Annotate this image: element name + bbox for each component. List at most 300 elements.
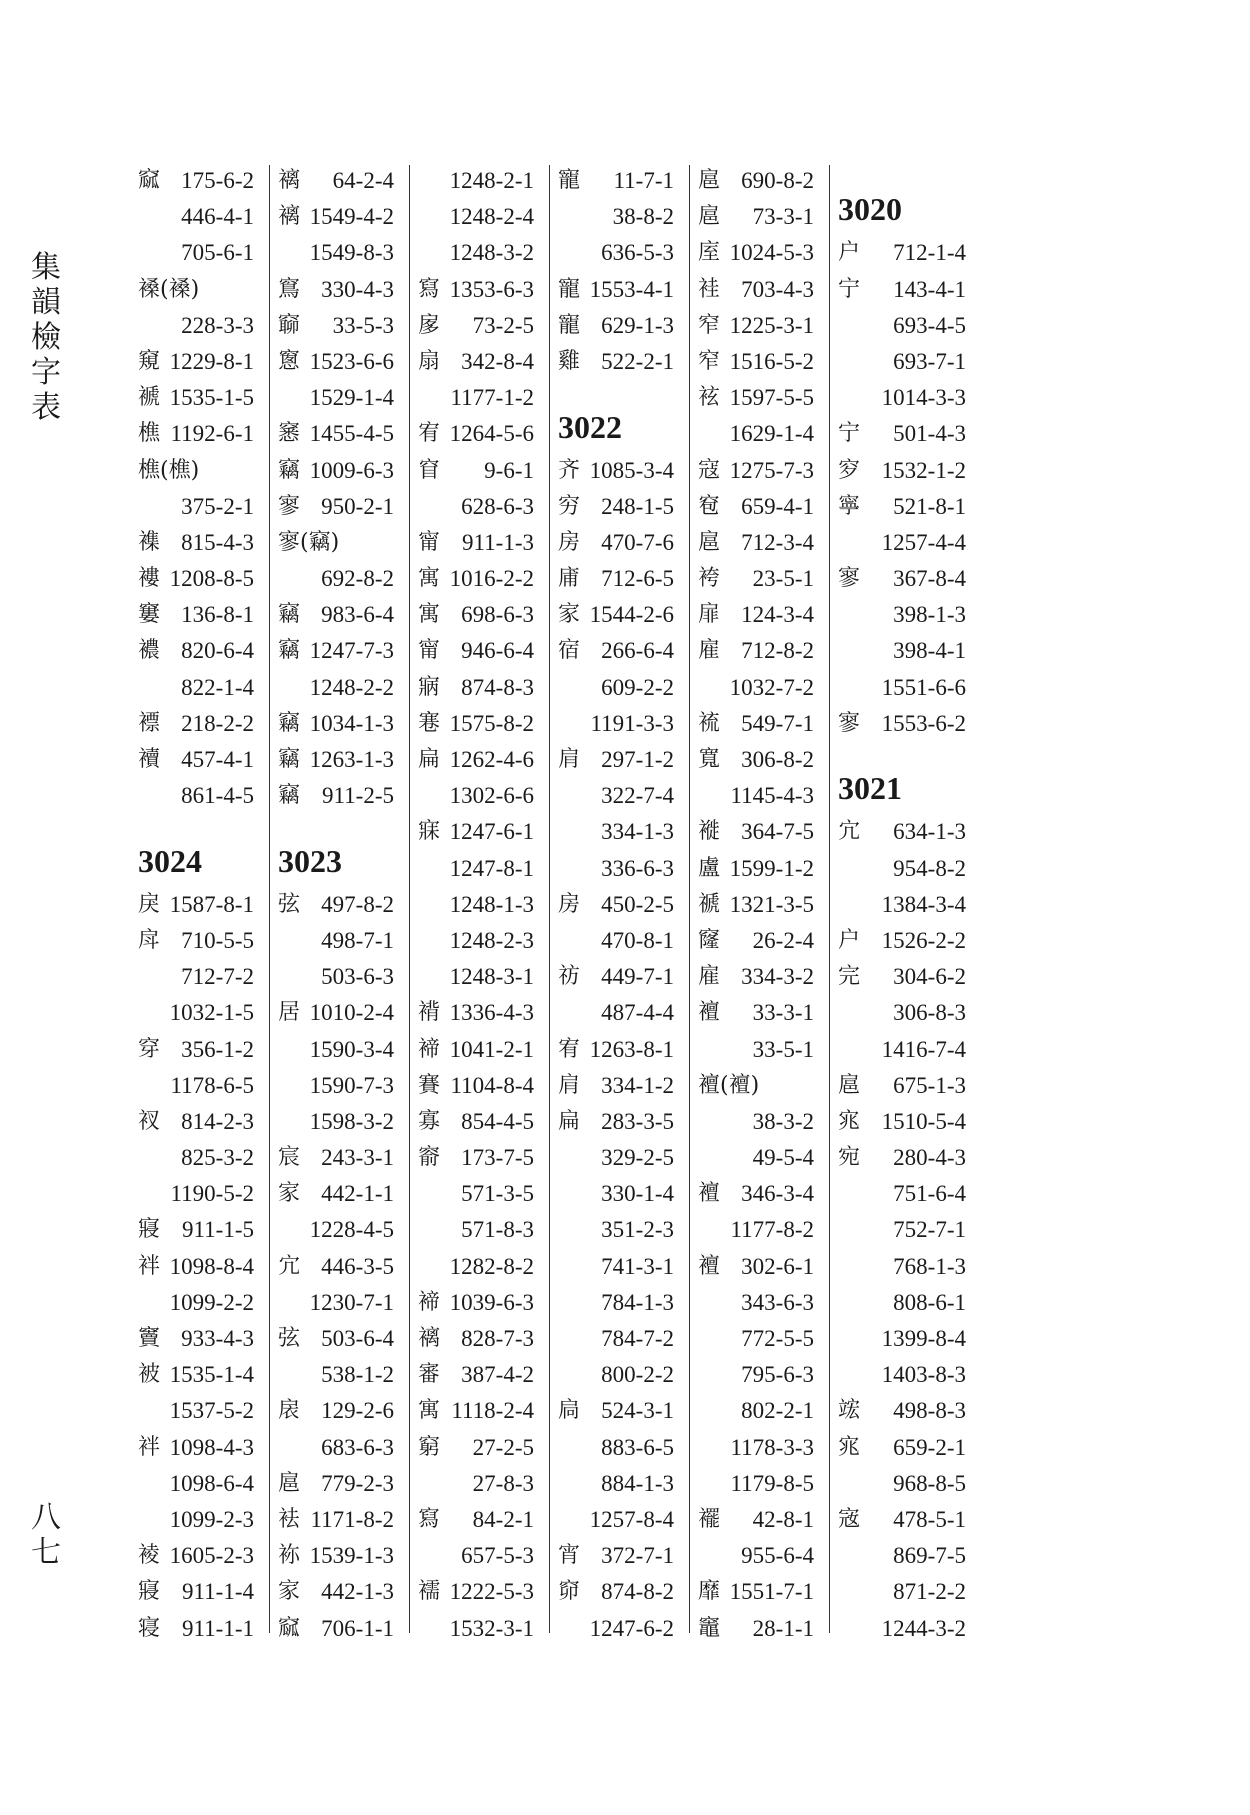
entry-character: 扈: [698, 529, 721, 555]
index-entry: [696, 887, 824, 923]
entry-character: 扈: [278, 1470, 301, 1496]
entry-character: 審: [418, 1362, 441, 1388]
index-entry: [136, 561, 264, 597]
entry-character: 襍: [138, 529, 161, 555]
entry-character: 寓: [418, 566, 441, 592]
section-code: 3022: [558, 408, 622, 445]
index-entry: [696, 851, 824, 887]
entry-character: 袨: [698, 385, 721, 411]
entry-reference: 84-2-1: [472, 1506, 534, 1532]
entry-character: 房: [558, 891, 581, 917]
entry-reference: 334-1-3: [601, 819, 674, 845]
index-entry: [136, 1285, 264, 1321]
entry-character: 窺: [138, 348, 161, 374]
index-entry: [136, 742, 264, 778]
entry-reference: 1599-1-2: [729, 855, 814, 881]
entry-reference: 779-2-3: [321, 1470, 394, 1496]
index-entry: [416, 416, 544, 452]
index-entry: [416, 1032, 544, 1068]
entry-reference: 911-2-5: [322, 783, 394, 809]
entry-reference: 1529-1-4: [309, 385, 394, 411]
entry-reference: 501-4-3: [893, 421, 966, 447]
index-entry: [836, 887, 976, 923]
index-entry: [556, 742, 684, 778]
index-entry: [696, 923, 824, 959]
entry-reference: 741-3-1: [601, 1253, 674, 1279]
index-entry: [556, 1321, 684, 1357]
entry-reference: 470-7-6: [601, 529, 674, 555]
entry-reference: 266-6-4: [601, 638, 674, 664]
index-entry: [696, 1068, 824, 1104]
entry-reference: 1229-8-1: [169, 348, 254, 374]
entry-reference: 1191-3-3: [590, 710, 674, 736]
index-entry: [556, 995, 684, 1031]
entry-reference: 800-2-2: [601, 1362, 674, 1388]
index-entry: [696, 1393, 824, 1429]
index-entry: [276, 1176, 404, 1212]
entry-character: 穸: [838, 457, 861, 483]
entry-character: 窵: [278, 276, 301, 302]
entry-reference: 636-5-3: [601, 240, 674, 266]
entry-character: 窶: [138, 602, 161, 628]
entry-reference: 751-6-4: [893, 1181, 966, 1207]
entry-character: 竊: [278, 710, 301, 736]
entry-reference: 946-6-4: [461, 638, 534, 664]
index-entry: [556, 1104, 684, 1140]
entry-reference: 802-2-1: [741, 1398, 814, 1424]
index-entry: [136, 887, 264, 923]
index-entry: [136, 489, 264, 525]
entry-reference: 1010-2-4: [309, 1000, 394, 1026]
index-entry: [276, 742, 404, 778]
index-entry: [276, 163, 404, 199]
entry-character: 寓: [418, 1398, 441, 1424]
entry-character: 扆: [278, 1398, 301, 1424]
index-entry: [276, 1357, 404, 1393]
entry-reference: 1551-6-6: [881, 674, 966, 700]
index-entry: [276, 1502, 404, 1538]
entry-reference: 1248-2-2: [309, 674, 394, 700]
index-entry: [696, 1285, 824, 1321]
index-entry: [696, 1357, 824, 1393]
entry-character: 居: [278, 1000, 301, 1026]
entry-character: 寥: [838, 566, 861, 592]
index-entry: [136, 597, 264, 633]
index-entry: [696, 959, 824, 995]
index-entry: [836, 1393, 976, 1429]
index-entry: [136, 959, 264, 995]
entry-reference: 1516-5-2: [729, 348, 814, 374]
entry-reference: 784-1-3: [601, 1289, 674, 1315]
index-entry: [276, 453, 404, 489]
entry-reference: 911-1-3: [462, 529, 534, 555]
index-entry: [416, 851, 544, 887]
index-entry: [136, 416, 264, 452]
entry-reference: 173-7-5: [461, 1145, 534, 1171]
index-entry: [276, 308, 404, 344]
index-entry: [136, 1249, 264, 1285]
entry-character: 扈: [698, 204, 721, 230]
entry-reference: 1510-5-4: [881, 1108, 966, 1134]
entry-reference: 302-6-1: [741, 1253, 814, 1279]
entry-reference: 538-1-2: [321, 1362, 394, 1388]
index-entry: [696, 525, 824, 561]
entry-reference: 1247-6-1: [449, 819, 534, 845]
entry-reference: 398-4-1: [893, 638, 966, 664]
entry-reference: 143-4-1: [893, 276, 966, 302]
index-entry: [696, 163, 824, 199]
section-heading: [276, 814, 404, 886]
index-entry: [556, 1502, 684, 1538]
index-entry: [836, 923, 976, 959]
index-entry: [696, 1321, 824, 1357]
entry-reference: 342-8-4: [461, 348, 534, 374]
index-entry: [556, 1212, 684, 1248]
index-entry: [836, 633, 976, 669]
index-entry: [136, 1393, 264, 1429]
index-entry: [836, 1140, 976, 1176]
entry-character: 褵: [418, 1326, 441, 1351]
entry-character: 竈: [698, 1615, 721, 1641]
title-char: 字: [31, 355, 61, 390]
entry-reference: 752-7-1: [893, 1217, 966, 1243]
entry-reference: 712-6-5: [601, 566, 674, 592]
entry-character: 宿: [558, 638, 581, 664]
entry-character: 窿: [698, 927, 721, 953]
entry-reference: 828-7-3: [461, 1326, 534, 1351]
entry-reference: 1244-3-2: [881, 1615, 966, 1641]
index-entry: [836, 489, 976, 525]
index-entry: [696, 1466, 824, 1502]
entry-reference: 336-6-3: [601, 855, 674, 881]
index-column: [276, 163, 404, 1643]
entry-reference: 1248-3-1: [449, 964, 534, 990]
index-entry: [416, 1466, 544, 1502]
index-entry: [276, 199, 404, 235]
entry-reference: 772-5-5: [741, 1326, 814, 1351]
entry-character: 雇: [698, 638, 721, 664]
entry-character: 戾: [138, 891, 161, 917]
entry-character: 衩: [138, 1108, 161, 1134]
page-number: [28, 1500, 64, 1570]
entry-character: 袮: [278, 1543, 301, 1569]
entry-character: 宁: [838, 421, 861, 447]
entry-character: 宵: [558, 1543, 581, 1569]
book-title-vertical: [28, 250, 64, 425]
entry-character: 褅: [418, 1036, 441, 1062]
entry-reference: 1336-4-3: [449, 1000, 534, 1026]
entry-reference: 955-6-4: [741, 1543, 814, 1569]
index-entry: [416, 887, 544, 923]
index-entry: [276, 959, 404, 995]
entry-reference: 549-7-1: [741, 710, 814, 736]
index-entry: [836, 1574, 976, 1610]
entry-reference: 1526-2-2: [881, 927, 966, 953]
entry-character: 袴: [698, 566, 721, 592]
entry-reference: 73-2-5: [472, 312, 534, 338]
entry-character: 宂: [278, 1253, 301, 1279]
entry-reference: 364-7-5: [741, 819, 814, 845]
entry-reference: 449-7-1: [601, 964, 674, 990]
entry-character: 庢: [698, 240, 721, 266]
section-heading: [556, 380, 684, 452]
entry-reference: 26-2-4: [752, 927, 814, 953]
entry-character: 房: [558, 529, 581, 555]
entry-reference: 503-6-4: [321, 1326, 394, 1352]
entry-reference: 33-5-1: [752, 1036, 814, 1062]
entry-reference: 983-6-4: [321, 602, 394, 628]
entry-character: 庯: [558, 566, 581, 592]
index-entry: [836, 597, 976, 633]
index-entry: [276, 1032, 404, 1068]
entry-reference: 1247-7-3: [309, 638, 394, 664]
entry-reference: 387-4-2: [461, 1362, 534, 1388]
index-entry: [276, 995, 404, 1031]
index-entry: [416, 272, 544, 308]
entry-character: 寢: [138, 1579, 161, 1605]
index-entry: [136, 525, 264, 561]
index-entry: [836, 1249, 976, 1285]
entry-reference: 1177-1-2: [450, 385, 534, 411]
entry-reference: 874-8-2: [601, 1579, 674, 1605]
entry-character: 完: [838, 964, 861, 990]
index-entry: [556, 561, 684, 597]
index-entry: [136, 1430, 264, 1466]
index-entry: [416, 163, 544, 199]
entry-reference: 1099-2-2: [169, 1289, 254, 1315]
index-entry: [276, 1140, 404, 1176]
entry-character: 寫: [418, 1506, 441, 1532]
index-entry: [276, 1611, 404, 1647]
entry-reference: 712-1-4: [893, 240, 966, 266]
entry-reference: 356-1-2: [181, 1036, 254, 1062]
entry-reference: 693-7-1: [893, 348, 966, 374]
entry-character: 扉: [698, 602, 721, 628]
entry-character: 扁: [558, 1108, 581, 1134]
index-entry: [416, 706, 544, 742]
entry-reference: 330-4-3: [321, 276, 394, 302]
entry-reference: 1024-5-3: [729, 240, 814, 266]
index-entry: [836, 1032, 976, 1068]
entry-character: 甯: [418, 529, 441, 555]
entry-character: 宛: [838, 1145, 861, 1171]
entry-reference: 712-8-2: [741, 638, 814, 664]
entry-reference: 1098-4-3: [169, 1434, 254, 1460]
entry-reference: 628-6-3: [461, 493, 534, 519]
entry-reference: 1009-6-3: [309, 457, 394, 483]
entry-reference: 705-6-1: [181, 240, 254, 266]
index-entry: [556, 633, 684, 669]
entry-reference: 712-7-2: [181, 964, 254, 990]
entry-reference: 710-5-5: [181, 927, 254, 953]
entry-character: 寬: [698, 747, 721, 772]
index-entry: [696, 778, 824, 814]
entry-reference: 1104-8-4: [450, 1072, 534, 1098]
index-entry: [836, 1611, 976, 1647]
index-entry: [276, 1466, 404, 1502]
index-entry: [276, 633, 404, 669]
column-divider: [829, 165, 830, 1633]
entry-reference: 1098-8-4: [169, 1253, 254, 1279]
entry-character: 窷: [278, 312, 301, 338]
index-entry: [276, 887, 404, 923]
index-entry: [136, 995, 264, 1031]
index-entry: [836, 1285, 976, 1321]
section-code: 3021: [838, 770, 902, 807]
entry-character: 宸: [278, 1145, 301, 1171]
entry-reference: 1177-8-2: [730, 1217, 814, 1243]
index-entry: [416, 489, 544, 525]
index-entry: [696, 633, 824, 669]
entry-reference: 1399-8-4: [881, 1326, 966, 1352]
entry-character: 寇: [698, 457, 721, 483]
index-entry: [836, 1212, 976, 1248]
index-entry: [276, 778, 404, 814]
entry-reference: 1321-3-5: [729, 891, 814, 917]
index-column: [136, 163, 264, 1643]
index-entry: [136, 706, 264, 742]
entry-reference: 1535-1-4: [169, 1362, 254, 1388]
entry-reference: 283-3-5: [601, 1108, 674, 1134]
index-entry: [556, 851, 684, 887]
index-entry: [416, 1176, 544, 1212]
index-entry: [556, 1430, 684, 1466]
entry-reference: 1553-4-1: [589, 276, 674, 302]
entry-reference: 1282-8-2: [449, 1253, 534, 1279]
entry-reference: 1264-5-6: [449, 421, 534, 447]
index-entry: [836, 995, 976, 1031]
index-entry: [136, 633, 264, 669]
entry-reference: 1230-7-1: [309, 1289, 394, 1315]
entry-character: 祊: [558, 964, 581, 990]
index-entry: [696, 1430, 824, 1466]
title-char: 表: [31, 390, 61, 425]
index-entry: [136, 1538, 264, 1574]
entry-character: 寥(竊): [278, 529, 340, 555]
index-entry: [276, 272, 404, 308]
entry-character: 窄: [698, 312, 721, 338]
index-entry: [556, 778, 684, 814]
entry-reference: 329-2-5: [601, 1145, 674, 1171]
entry-reference: 27-2-5: [472, 1434, 534, 1460]
index-entry: [416, 308, 544, 344]
entry-character: 寝: [138, 1615, 161, 1641]
index-entry: [136, 235, 264, 271]
entry-reference: 33-3-1: [752, 1000, 814, 1026]
entry-reference: 1257-8-4: [589, 1506, 674, 1532]
entry-character: 扅: [418, 312, 441, 338]
index-entry: [696, 272, 824, 308]
entry-character: 竤: [838, 1398, 861, 1424]
index-entry: [556, 163, 684, 199]
entry-character: 褅: [418, 1289, 441, 1315]
entry-character: 竇: [138, 1326, 161, 1352]
index-entry: [836, 1321, 976, 1357]
index-entry: [416, 1502, 544, 1538]
title-char: 韻: [31, 285, 61, 320]
index-entry: [556, 1249, 684, 1285]
entry-reference: 1247-8-1: [449, 855, 534, 881]
entry-character: 襢: [698, 1253, 721, 1279]
entry-reference: 1539-1-3: [309, 1543, 394, 1569]
entry-reference: 683-6-3: [321, 1434, 394, 1460]
index-entry: [276, 1538, 404, 1574]
entry-character: 褵: [278, 168, 301, 193]
entry-reference: 1248-2-4: [449, 204, 534, 230]
entry-reference: 954-8-2: [893, 855, 966, 881]
index-entry: [556, 1176, 684, 1212]
entry-character: 襢: [698, 1000, 721, 1026]
entry-character: 宥: [418, 421, 441, 447]
index-entry: [556, 489, 684, 525]
entry-reference: 1262-4-6: [449, 747, 534, 772]
entry-reference: 1178-3-3: [730, 1434, 814, 1460]
entry-reference: 609-2-2: [601, 674, 674, 700]
index-entry: [416, 1249, 544, 1285]
index-entry: [696, 1538, 824, 1574]
entry-character: 盧: [698, 855, 721, 881]
entry-reference: 1178-6-5: [170, 1072, 254, 1098]
entry-character: 竊: [278, 457, 301, 483]
entry-character: 寡: [418, 1108, 441, 1134]
index-entry: [836, 670, 976, 706]
index-entry: [696, 1611, 824, 1647]
entry-reference: 1099-2-3: [169, 1506, 254, 1532]
index-entry: [836, 453, 976, 489]
entry-reference: 1384-3-4: [881, 891, 966, 917]
index-entry: [696, 706, 824, 742]
index-entry: [416, 1538, 544, 1574]
section-code: 3020: [838, 191, 902, 228]
entry-character: 扃: [558, 1398, 581, 1424]
entry-reference: 11-7-1: [613, 168, 674, 193]
index-entry: [556, 814, 684, 850]
index-entry: [696, 561, 824, 597]
entry-character: 竊: [278, 638, 301, 664]
index-entry: [416, 453, 544, 489]
entry-character: 窳: [138, 168, 161, 193]
entry-character: 寵: [558, 276, 581, 302]
index-entry: [276, 1393, 404, 1429]
index-entry: [556, 525, 684, 561]
entry-reference: 1403-8-3: [881, 1362, 966, 1388]
index-entry: [696, 597, 824, 633]
entry-reference: 450-2-5: [601, 891, 674, 917]
entry-reference: 1225-3-1: [729, 312, 814, 338]
column-divider: [549, 165, 550, 1633]
index-entry: [836, 416, 976, 452]
entry-reference: 64-2-4: [332, 168, 394, 193]
entry-reference: 1248-2-3: [449, 927, 534, 953]
index-entry: [836, 1176, 976, 1212]
index-entry: [416, 344, 544, 380]
entry-character: 窸: [278, 421, 301, 447]
index-entry: [696, 1032, 824, 1068]
entry-reference: 869-7-5: [893, 1543, 966, 1569]
entry-character: 甯: [418, 638, 441, 664]
entry-reference: 814-2-3: [181, 1108, 254, 1134]
index-entry: [416, 778, 544, 814]
index-entry: [556, 887, 684, 923]
index-column: [696, 163, 824, 1643]
index-entry: [836, 525, 976, 561]
index-entry: [696, 489, 824, 525]
entry-character: 寧: [838, 493, 861, 519]
entry-reference: 1039-6-3: [449, 1289, 534, 1315]
index-column: [836, 163, 976, 1643]
entry-character: 竊: [278, 783, 301, 809]
entry-character: 竊: [278, 602, 301, 628]
